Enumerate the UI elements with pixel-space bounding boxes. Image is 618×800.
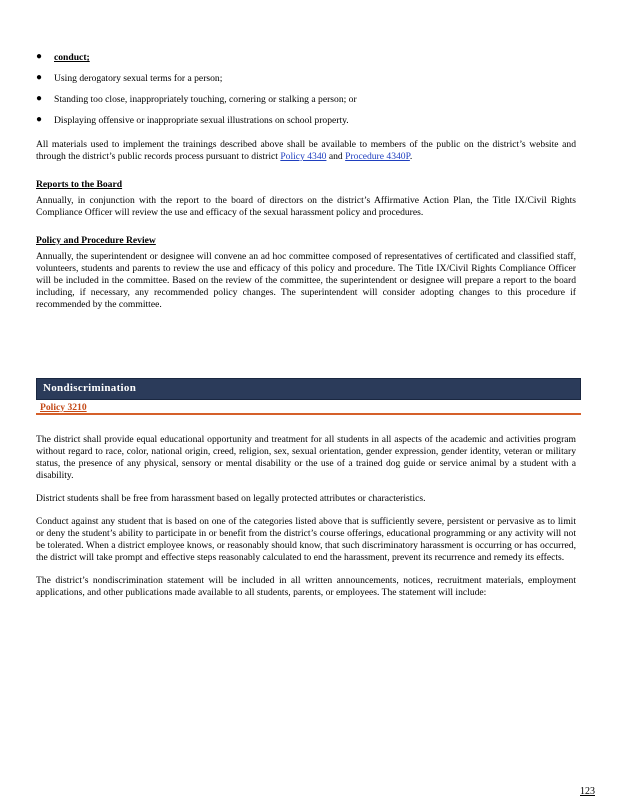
nondisc-paragraph-1: The district shall provide equal educational opportunity and treatment for all students in all aspects of the academic and activities program without regard to race, color, national origin, creed, religion, sex, sexual orientation, gender expression, gender identity, veteran or military status, the presence of any physical, sensory or mental disability or the use of a trained dog guide or service animal by a student with a disability. [36,434,576,481]
section-title: Nondiscrimination [43,382,137,394]
procedure-4340p-link[interactable]: Procedure 4340P [345,151,410,162]
list-item [36,94,576,106]
review-heading: Policy and Procedure Review [36,235,156,246]
materials-text: All materials used to implement the trainings described above shall be available to members of the public on the district’s website and through the district’s public records process pursuant to district [36,139,576,162]
section-banner [36,378,581,400]
and-text: and [328,151,343,162]
bullet-icon: ● [36,93,43,104]
reports-paragraph: Annually, in conjunction with the report to the board of directors on the district’s Affirmative Action Plan, the Title IX/Civil Rights Compliance Officer will review the use and efficacy of the sexual harassment policy and procedures. [36,195,576,218]
bullet-icon: ● [36,51,43,62]
page-number: 123 [580,786,595,797]
nondisc-paragraph-4: The district’s nondiscrimination statement will be included in all written announcements, notices, recruitment materials, employment applications, and other publications made available to all students, parents, or employees. The statement will include: [36,575,576,598]
bullet-icon: ● [36,114,43,125]
end-punct: . [409,151,413,162]
bullet-text: Using derogatory sexual terms for a person; [54,73,223,84]
reports-heading: Reports to the Board [36,179,123,190]
list-item [36,52,576,64]
content-upper [36,52,576,311]
content-lower [36,434,576,610]
bullet-text: Standing too close, inappropriately touching, cornering or stalking a person; or [54,94,357,105]
bullet-text: conduct; [54,52,90,63]
section-divider [36,413,581,415]
review-paragraph: Annually, the superintendent or designee will convene an ad hoc committee composed of representatives of certificated and classified staff, volunteers, students and parents to review the use and efficacy of this policy and procedure. The Title IX/Civil Rights Compliance Officer will be included in the committee. Based on the review of the committee, the superintendent or designee will prepare a report to the board including, if necessary, any recommended policy changes. The superintendent will consider adopting changes to this procedure if recommended by the committee. [36,251,576,310]
list-item [36,73,576,85]
bullet-list [36,52,576,127]
nondisc-paragraph-3: Conduct against any student that is based on one of the categories listed above that is sufficiently severe, persistent or pervasive as to limit or deny the student’s ability to participate in or benefit from the district’s course offerings, educational programming or any activity will not be tolerated. When a district employee knows, or reasonably should know, that such discriminatory harassment is occurring or has occurred, the district will take prompt and effective steps reasonably calculated to end the harassment, prevent its recurrence and remedy its effects. [36,516,576,563]
bullet-text: Displaying offensive or inappropriate sexual illustrations on school property. [54,115,349,126]
policy-4340-link[interactable]: Policy 4340 [280,151,327,162]
list-item [36,115,576,127]
materials-paragraph [36,139,576,163]
nondisc-paragraph-2: District students shall be free from harassment based on legally protected attributes or characteristics. [36,493,426,504]
policy-3210-link[interactable]: Policy 3210 [40,402,87,413]
bullet-icon: ● [36,72,43,83]
